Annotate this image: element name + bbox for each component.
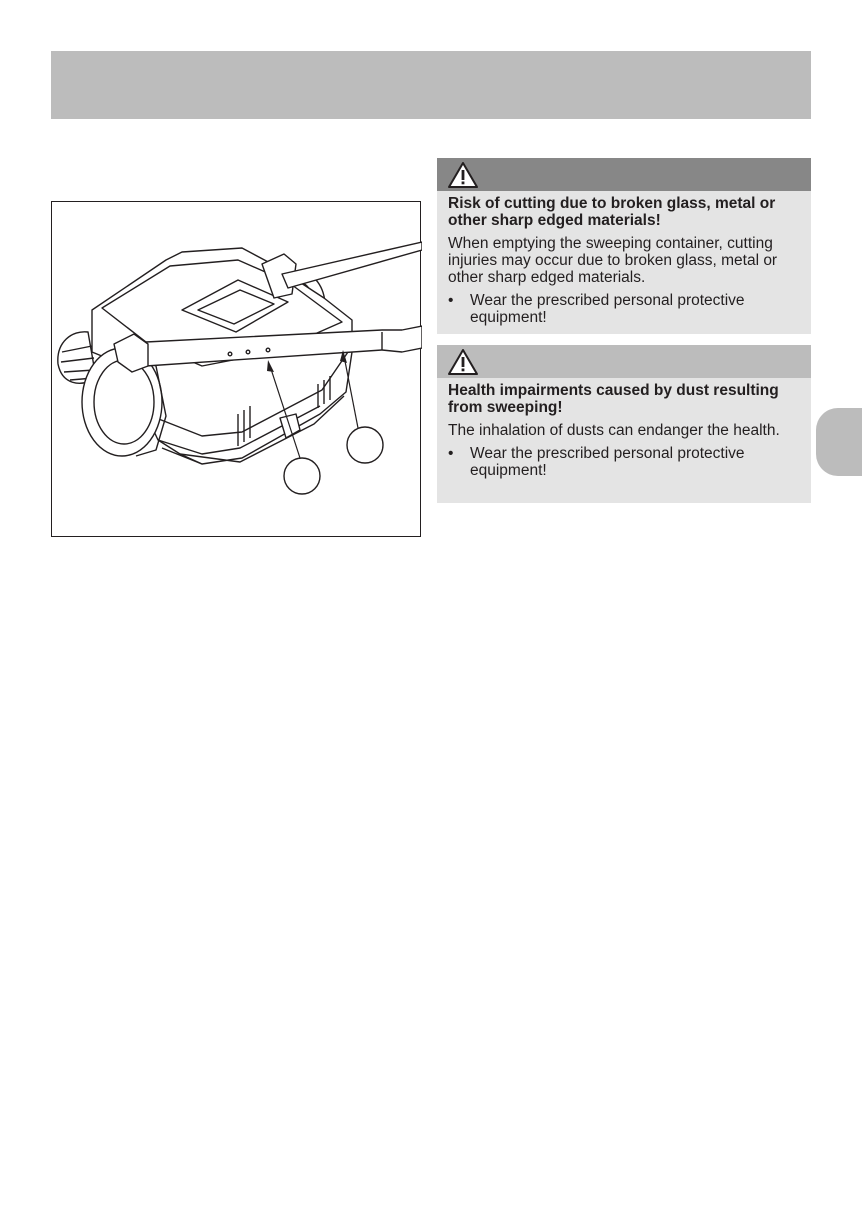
warning-triangle-icon xyxy=(447,348,479,381)
warning-list-item-text: Wear the prescribed personal protective equipment! xyxy=(470,445,745,479)
warning-list-item xyxy=(448,292,799,326)
warning-header xyxy=(437,158,811,191)
warning-title: Risk of cutting due to broken glass, metal or other sharp edged materials! xyxy=(448,195,776,229)
warning-box-cutting xyxy=(437,158,811,334)
warning-box-dust xyxy=(437,345,811,503)
warning-list xyxy=(448,445,799,479)
header-bar xyxy=(51,51,811,119)
warning-list-item xyxy=(448,445,799,479)
sweeper-illustration xyxy=(51,201,421,537)
sweeper-drawing xyxy=(52,202,422,538)
bullet: • xyxy=(448,292,454,309)
warning-text: The inhalation of dusts can endanger the health. xyxy=(448,422,780,439)
warning-triangle-icon xyxy=(447,161,479,194)
warning-header xyxy=(437,345,811,378)
warning-text: When emptying the sweeping container, cutting injuries may occur due to broken glass, metal or other sharp edged materials. xyxy=(448,235,778,286)
chapter-side-tab xyxy=(816,408,862,476)
bullet: • xyxy=(448,445,454,462)
warning-list-item-text: Wear the prescribed personal protective equipment! xyxy=(470,292,745,326)
warning-list xyxy=(448,292,799,326)
warning-title: Health impairments caused by dust resulting from sweeping! xyxy=(448,382,779,416)
